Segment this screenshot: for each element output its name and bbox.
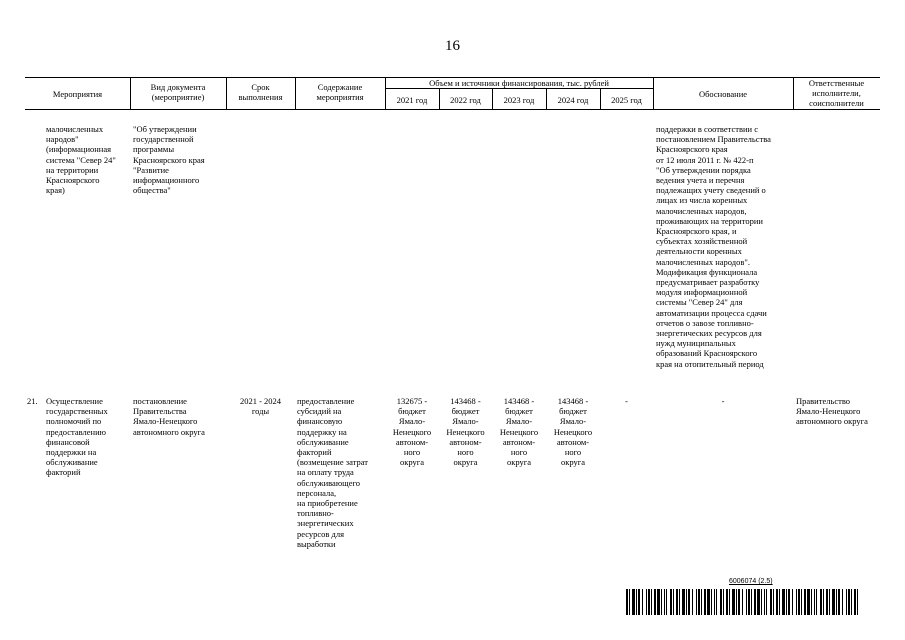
barcode-bar: [646, 589, 647, 615]
barcode-bar: [776, 589, 778, 615]
barcode-bar: [857, 589, 858, 615]
barcode-bar: [729, 589, 730, 615]
barcode-bar: [801, 589, 802, 615]
header-year-2021: 2021 год: [396, 95, 428, 105]
barcode-bar: [736, 589, 737, 615]
row-2025-cell: -: [625, 396, 628, 406]
barcode-bar: [786, 589, 787, 615]
barcode-bar: [751, 589, 752, 615]
row-2024-cell: 143468 - бюджет Ямало- Ненецкого автоном- ного округа: [553, 396, 593, 468]
page-number: 16: [445, 38, 460, 54]
row-2022-cell: 143468 - бюджет Ямало- Ненецкого автоном- ного округа: [446, 396, 485, 468]
barcode-bar: [648, 589, 650, 615]
barcode-bar: [766, 589, 767, 615]
barcode-bar: [773, 589, 774, 615]
header-responsible: Ответственные исполнители, соисполнители: [808, 78, 865, 108]
barcode-bar: [761, 589, 762, 615]
header-year-2023: 2023 год: [503, 95, 535, 105]
header-doc-type: Вид документа (мероприятие): [150, 82, 206, 102]
barcode-bar: [670, 589, 672, 615]
barcode-bar: [851, 589, 852, 615]
barcode-bar: [854, 589, 856, 615]
barcode-bar: [692, 589, 693, 615]
barcode-bar: [676, 589, 678, 615]
barcode-bar: [782, 589, 785, 615]
barcode-bar: [829, 589, 830, 615]
header-term: Срок выполнения: [238, 82, 283, 102]
header-year-2025: 2025 год: [611, 95, 642, 105]
row-2021-cell: 132675 - бюджет Ямало- Ненецкого автоном- ного округа: [392, 396, 432, 468]
barcode-bar: [698, 589, 700, 615]
barcode-bar: [823, 589, 824, 615]
barcode-bar: [666, 589, 667, 615]
barcode-bar: [711, 589, 712, 615]
barcode-bar: [726, 589, 728, 615]
barcode-bar: [848, 589, 850, 615]
barcode-label: 6006074 (2.5): [729, 578, 773, 585]
barcode-bar: [838, 589, 840, 615]
table-header-bottom-rule: [25, 109, 880, 110]
row-content-cell: предоставление субсидий на финансовую поддержку на обслуживание факторий (возмещение затрат на оплату труда обслуживающего персонала, на приобретение топливно- энергетических ресурсов для выработки: [297, 396, 368, 549]
barcode-bar: [654, 589, 656, 615]
barcode-bar: [811, 589, 812, 615]
barcode-bar: [673, 589, 674, 615]
continued-basis-cell: поддержки в соответствии с постановлением Правительства Красноярского края от 12 июля 2011 г. № 422-п "Об утверждении порядка ведения учета и перечня подлежащих учету сведений о лицах из числа коренных малочисленных народов, проживающих на территории Красноярского края, и субъектах хозяйственной деятельности коренных малочисленных народов". Модификация функционала предусматривает разработку модуля информационной системы "Север 24" для автоматизации процесса сдачи отчетов о завозе топливно- энергетических ресурсов для нужд муниципальных образований Красноярского края на отопительный период: [656, 124, 771, 369]
barcode-bar: [836, 589, 837, 615]
barcode-bar: [704, 589, 706, 615]
barcode-bar: [770, 589, 772, 615]
barcode-bar: [636, 589, 637, 615]
barcode-bar: [746, 589, 747, 615]
barcode-bar: [792, 589, 793, 615]
barcode-bar: [723, 589, 724, 615]
header-year-2024: 2024 год: [557, 95, 589, 105]
row-number: 21.: [27, 396, 38, 406]
barcode-bar: [846, 589, 847, 615]
barcode-bar: [720, 589, 722, 615]
row-2023-cell: 143468 - бюджет Ямало- Ненецкого автоном- ного округа: [499, 396, 539, 468]
barcode-bar: [707, 589, 710, 615]
barcode-bar: [804, 589, 806, 615]
barcode-bar: [820, 589, 822, 615]
barcode-bar: [779, 589, 780, 615]
continued-doc-type-cell: "Об утверждении государственной программы Красноярского края "Развитие информационного общества": [133, 124, 205, 196]
row-doc-type-cell: постановление Правительства Ямало-Ненецкого автономного округа: [133, 396, 205, 437]
barcode-bar: [826, 589, 828, 615]
barcode-bar: [798, 589, 800, 615]
barcode-bar: [816, 589, 817, 615]
barcode-bar: [738, 589, 740, 615]
barcode-bar: [764, 589, 765, 615]
barcode-bar: [632, 589, 635, 615]
barcode-bar: [688, 589, 690, 615]
continued-event-cell: малочисленных народов" (информационная система "Север 24" на территории Красноярского края): [46, 124, 116, 196]
barcode-bar: [754, 589, 756, 615]
barcode-bar: [807, 589, 810, 615]
barcode-bar: [788, 589, 790, 615]
header-event: Мероприятия: [52, 89, 103, 99]
barcode-bar: [682, 589, 685, 615]
header-financing: Объем и источники финансирования, тыс. рублей: [429, 78, 609, 88]
barcode-bar: [701, 589, 702, 615]
barcode-bar: [842, 589, 843, 615]
barcode-bar: [629, 589, 630, 615]
barcode-bar: [679, 589, 680, 615]
row-event-cell: Осуществление государственных полномочий по предоставлению финансовой поддержки на обслуживание факторий: [46, 396, 108, 478]
barcode-bar: [657, 589, 660, 615]
barcode-bar: [814, 589, 815, 615]
barcode-image: [626, 589, 858, 615]
header-year-2022: 2022 год: [450, 95, 481, 105]
barcode-bar: [642, 589, 643, 615]
barcode-bar: [832, 589, 835, 615]
barcode-bar: [661, 589, 662, 615]
barcode-bar: [714, 589, 715, 615]
row-responsible-cell: Правительство Ямало-Ненецкого автономного округа: [796, 396, 868, 427]
row-term-cell: 2021 - 2024 годы: [239, 396, 282, 417]
barcode-bar: [664, 589, 665, 615]
row-basis-cell: -: [721, 396, 725, 406]
barcode-bar: [732, 589, 735, 615]
barcode-bar: [638, 589, 640, 615]
barcode-bar: [651, 589, 652, 615]
barcode-bar: [696, 589, 697, 615]
barcode-bar: [626, 589, 628, 615]
barcode-bar: [796, 589, 797, 615]
barcode-bar: [716, 589, 717, 615]
barcode-bar: [686, 589, 687, 615]
financing-sub-rule: [385, 88, 653, 89]
header-basis: Обоснование: [698, 89, 748, 99]
barcode-bar: [757, 589, 760, 615]
barcode-bar: [748, 589, 750, 615]
barcode-bar: [742, 589, 743, 615]
header-content: Содержание мероприятия: [316, 82, 364, 102]
